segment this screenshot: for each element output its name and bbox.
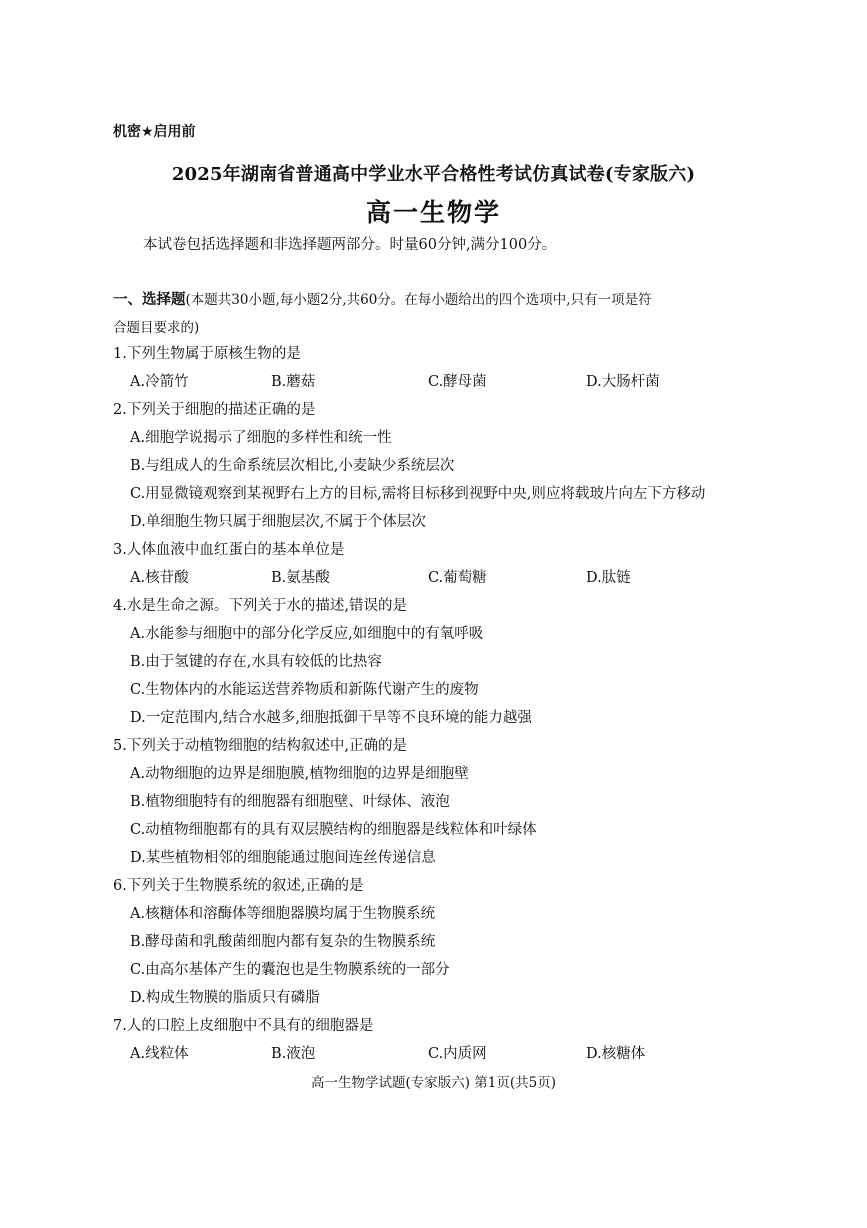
question-stem: 4.水是生命之源。下列关于水的描述,错误的是 — [113, 598, 407, 614]
subject-title: 高一生物学 — [365, 198, 501, 227]
option-c: C.内质网 — [428, 1046, 487, 1062]
option-c: C.用显微镜观察到某视野右上方的目标,需将目标移到视野中央,则应将载玻片向左下方移动 — [130, 486, 706, 502]
page-footer: 高一生物学试题(专家版六) 第1页(共5页) — [310, 1075, 557, 1091]
section-title: 一、选择题 — [113, 292, 186, 308]
option-d: D.构成生物膜的脂质只有磷脂 — [130, 990, 320, 1006]
option-c: C.酵母菌 — [428, 374, 487, 390]
option-d: D.一定范围内,结合水越多,细胞抵御干旱等不良环境的能力越强 — [130, 710, 532, 726]
option-c: C.葡萄糖 — [428, 570, 487, 586]
question-stem: 7.人的口腔上皮细胞中不具有的细胞器是 — [113, 1018, 374, 1034]
option-a: A.细胞学说揭示了细胞的多样性和统一性 — [130, 430, 392, 446]
option-a: A.核苷酸 — [130, 570, 189, 586]
option-d: D.某些植物相邻的细胞能通过胞间连丝传递信息 — [130, 850, 436, 866]
option-c: C.生物体内的水能运送营养物质和新陈代谢产生的废物 — [130, 682, 479, 698]
exam-intro: 本试卷包括选择题和非选择题两部分。时量60分钟,满分100分。 — [143, 237, 557, 253]
section-note-2: 合题目要求的) — [113, 320, 200, 336]
option-c: C.动植物细胞都有的具有双层膜结构的细胞器是线粒体和叶绿体 — [130, 822, 537, 838]
option-a: A.冷箭竹 — [130, 374, 189, 390]
option-d: D.肽链 — [586, 570, 631, 586]
option-b: B.植物细胞特有的细胞器有细胞壁、叶绿体、液泡 — [130, 794, 450, 810]
option-b: B.酵母菌和乳酸菌细胞内都有复杂的生物膜系统 — [130, 934, 436, 950]
option-row — [113, 564, 763, 592]
option-a: A.水能参与细胞中的部分化学反应,如细胞中的有氧呼吸 — [130, 626, 484, 642]
question-stem: 6.下列关于生物膜系统的叙述,正确的是 — [113, 878, 364, 894]
question-list — [113, 340, 763, 1068]
option-d: D.核糖体 — [586, 1046, 646, 1062]
option-b: B.液泡 — [271, 1046, 316, 1062]
question-stem: 3.人体血液中血红蛋白的基本单位是 — [113, 542, 345, 558]
option-b: B.与组成人的生命系统层次相比,小麦缺少系统层次 — [130, 458, 455, 474]
option-d: D.大肠杆菌 — [586, 374, 660, 390]
option-a: A.核糖体和溶酶体等细胞器膜均属于生物膜系统 — [130, 906, 436, 922]
question-stem: 2.下列关于细胞的描述正确的是 — [113, 402, 316, 418]
confidential-label: 机密★启用前 — [113, 124, 196, 140]
option-a: A.动物细胞的边界是细胞膜,植物细胞的边界是细胞壁 — [130, 766, 469, 782]
exam-title: 2025年湖南省普通高中学业水平合格性考试仿真试卷(专家版六) — [171, 164, 696, 185]
section-note-1: (本题共30小题,每小题2分,共60分。在每小题给出的四个选项中,只有一项是符 — [185, 292, 652, 308]
option-b: B.蘑菇 — [271, 374, 316, 390]
option-b: B.氨基酸 — [271, 570, 330, 586]
section-line-1 — [113, 286, 763, 314]
option-d: D.单细胞生物只属于细胞层次,不属于个体层次 — [130, 514, 426, 530]
option-row — [113, 368, 763, 396]
section-header — [113, 286, 763, 342]
option-c: C.由高尔基体产生的囊泡也是生物膜系统的一部分 — [130, 962, 450, 978]
option-b: B.由于氢键的存在,水具有较低的比热容 — [130, 654, 382, 670]
question-stem: 1.下列生物属于原核生物的是 — [113, 346, 301, 362]
option-row — [113, 1040, 763, 1068]
question-stem: 5.下列关于动植物细胞的结构叙述中,正确的是 — [113, 738, 407, 754]
option-a: A.线粒体 — [130, 1046, 189, 1062]
